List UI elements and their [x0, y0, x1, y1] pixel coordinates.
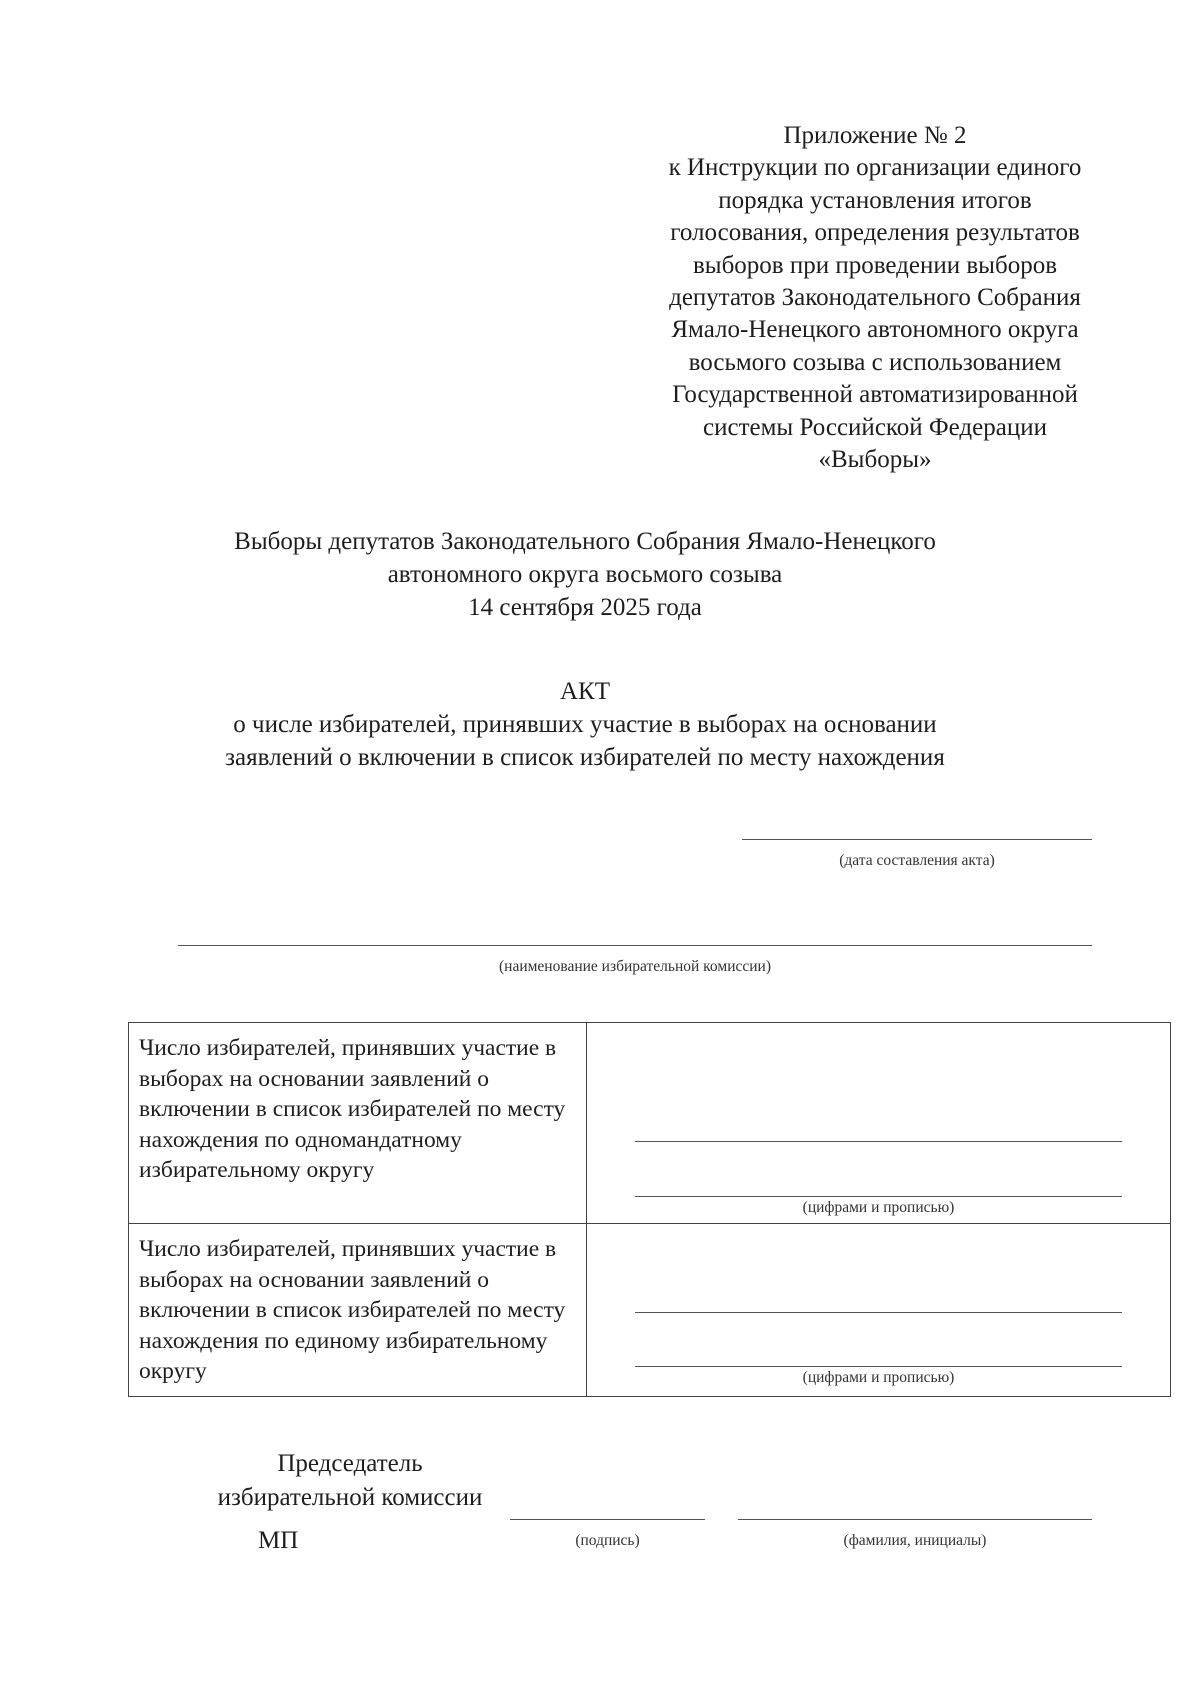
- row-label: Число избирателей, принявших участие в выборах на основании заявлений о включении в список избирателей по месту нахождения по единому избирательному округу: [139, 1236, 566, 1384]
- commission-field-line[interactable]: [178, 945, 1092, 946]
- signature-caption: (подпись): [575, 1532, 640, 1549]
- row-label-cell: [129, 1224, 587, 1397]
- value-cell: [587, 1224, 1171, 1397]
- stamp-place: МП: [258, 1527, 299, 1554]
- date-caption: (дата составления акта): [839, 852, 995, 869]
- appendix-line: депутатов Законодательного Собрания: [669, 284, 1081, 312]
- act-heading: [150, 675, 1020, 774]
- act-subtitle-line: заявлений о включении в список избирателей по месту нахождения: [225, 744, 945, 771]
- value-cell: [587, 1023, 1171, 1224]
- appendix-line: голосования, определения результатов: [670, 219, 1080, 247]
- elections-line: 14 сентября 2025 года: [468, 594, 702, 621]
- row-label: Число избирателей, принявших участие в выборах на основании заявлений о включении в список избирателей по месту нахождения по одномандатному избирательному округу: [139, 1035, 566, 1183]
- chairman-title: [180, 1447, 520, 1515]
- value-field-line[interactable]: [635, 1312, 1122, 1313]
- value-caption: (цифрами и прописью): [802, 1369, 955, 1386]
- elections-line: автономного округа восьмого созыва: [387, 561, 783, 588]
- appendix-line: Приложение № 2: [783, 122, 967, 149]
- row-label-cell: [129, 1023, 587, 1224]
- chairman-title-line: избирательной комиссии: [217, 1484, 483, 1511]
- date-field-line[interactable]: [742, 839, 1092, 840]
- name-field-line[interactable]: [738, 1519, 1092, 1520]
- appendix-line: системы Российской Федерации: [703, 413, 1047, 441]
- value-caption: (цифрами и прописью): [802, 1199, 955, 1216]
- appendix-line: к Инструкции по организации единого: [668, 154, 1082, 182]
- act-table: [128, 1022, 1171, 1397]
- appendix-line: порядка установления итогов: [718, 186, 1032, 214]
- appendix-line: восьмого созыва с использованием: [688, 348, 1062, 376]
- table-row: [129, 1023, 1171, 1224]
- appendix-line: «Выборы»: [818, 446, 932, 474]
- appendix-line: выборов при проведении выборов: [692, 251, 1057, 279]
- chairman-title-line: Председатель: [277, 1450, 423, 1477]
- appendix-header: [640, 120, 1110, 476]
- elections-heading: [150, 525, 1020, 624]
- value-field-line[interactable]: [635, 1366, 1122, 1367]
- signature-field-line[interactable]: [510, 1519, 705, 1520]
- elections-line: Выборы депутатов Законодательного Собрания Ямало-Ненецкого: [234, 528, 936, 555]
- value-field-line[interactable]: [635, 1196, 1122, 1197]
- name-caption: (фамилия, инициалы): [843, 1532, 987, 1549]
- commission-caption: (наименование избирательной комиссии): [498, 958, 771, 975]
- value-field-line[interactable]: [635, 1141, 1122, 1142]
- appendix-line: Государственной автоматизированной: [672, 381, 1078, 409]
- table-row: [129, 1224, 1171, 1397]
- appendix-line: Ямало-Ненецкого автономного округа: [671, 316, 1079, 344]
- act-subtitle-line: о числе избирателей, принявших участие в выборах на основании: [233, 711, 937, 738]
- act-title: АКТ: [560, 678, 610, 705]
